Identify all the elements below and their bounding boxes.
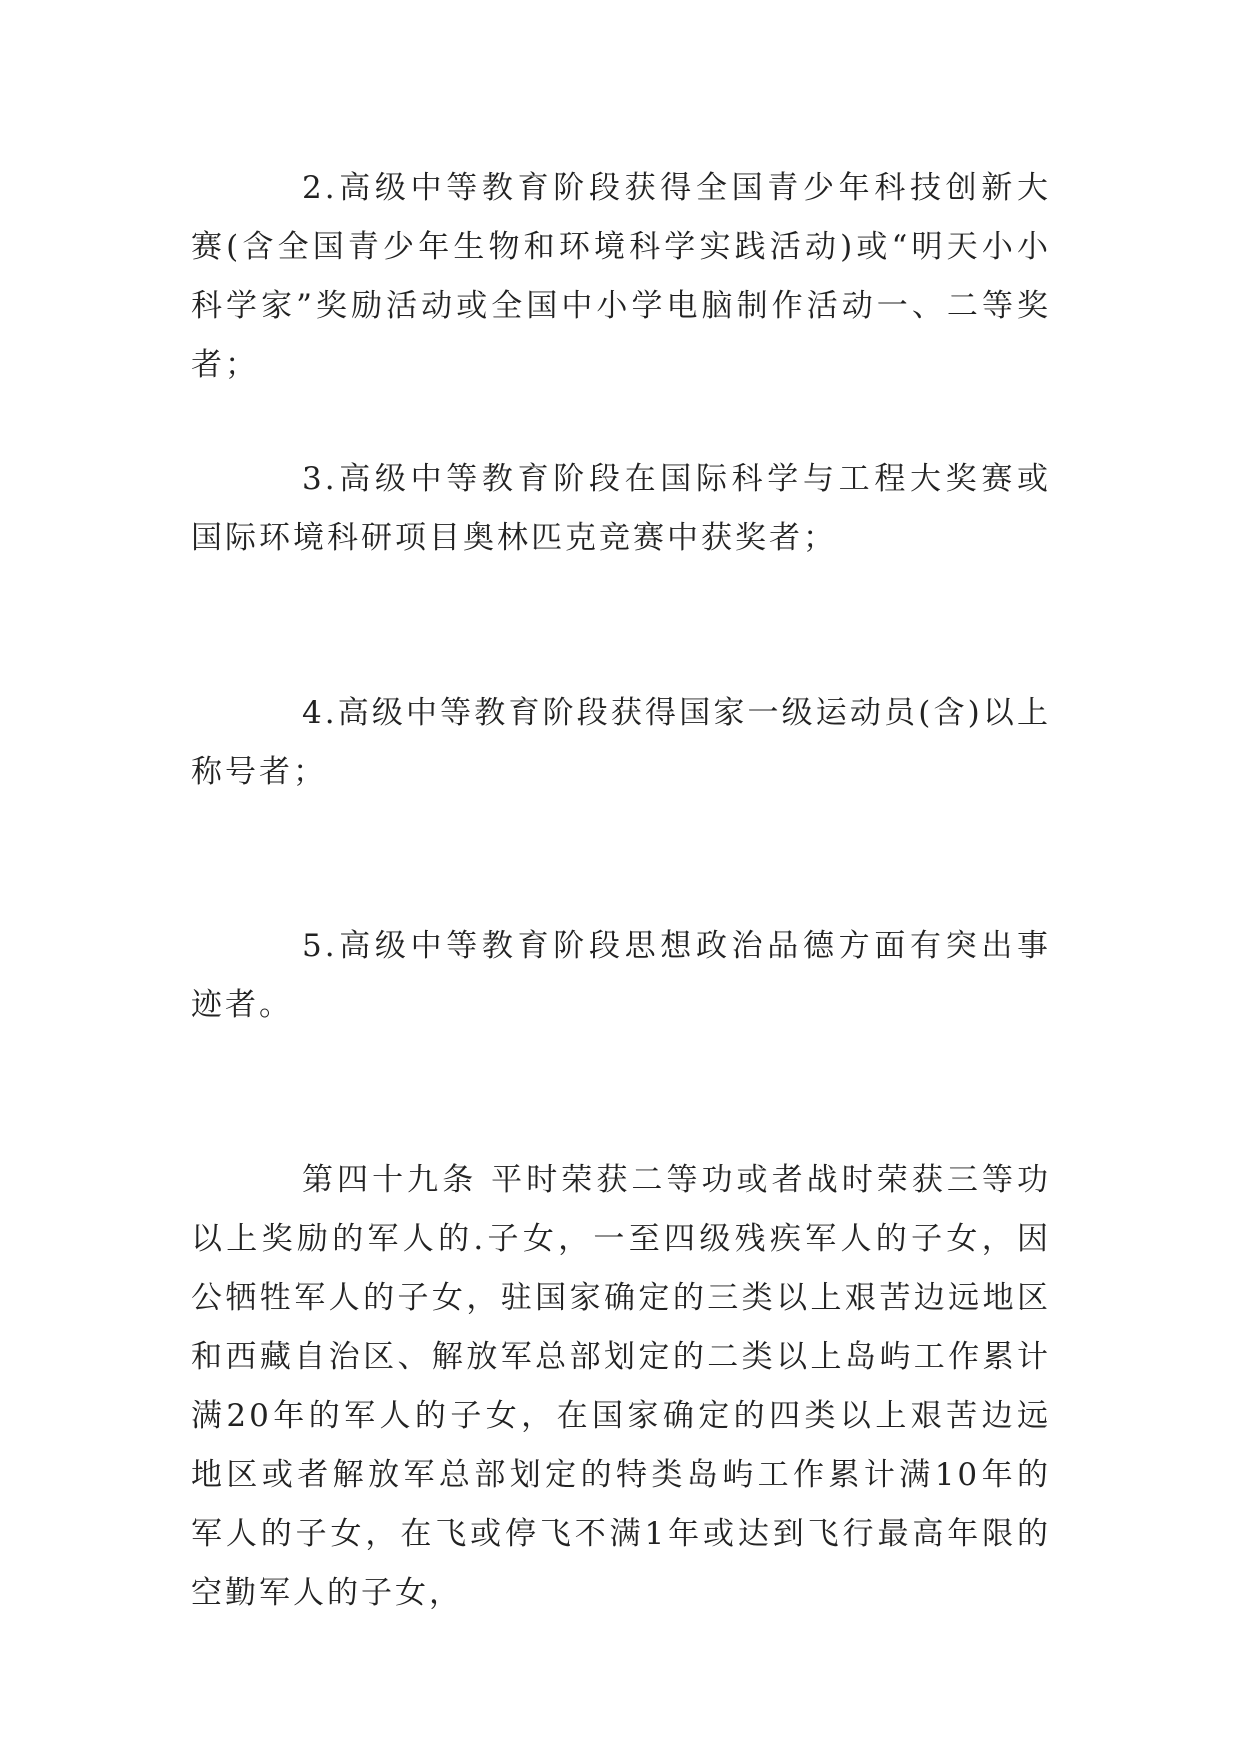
paragraph-item-3: 3.高级中等教育阶段在国际科学与工程大奖赛或国际环境科研项目奥林匹克竞赛中获奖者； — [191, 461, 1051, 556]
paragraph-article-49: 第四十九条 平时荣获二等功或者战时荣获三等功以上奖励的军人的.子女，一至四级残疾军人的子女，因公牺牲军人的子女，驻国家确定的三类以上艰苦边远地区和西藏自治区、解放军总部划定的二类以上岛屿工作累计满20年的军人的子女，在国家确定的四类以上艰苦边远地区或者解放军总部划定的特类岛屿工作累计满10年的军人的子女，在飞或停飞不满1年或达到飞行最高年限的空勤军人的子女， — [191, 1162, 1051, 1611]
paragraph-item-2: 2.高级中等教育阶段获得全国青少年科技创新大赛(含全国青少年生物和环境科学实践活动)或“明天小小科学家”奖励活动或全国中小学电脑制作活动一、二等奖者； — [191, 170, 1051, 383]
paragraph-item-4: 4.高级中等教育阶段获得国家一级运动员(含)以上称号者； — [191, 695, 1051, 790]
paragraph-item-5: 5.高级中等教育阶段思想政治品德方面有突出事迹者。 — [191, 928, 1051, 1023]
